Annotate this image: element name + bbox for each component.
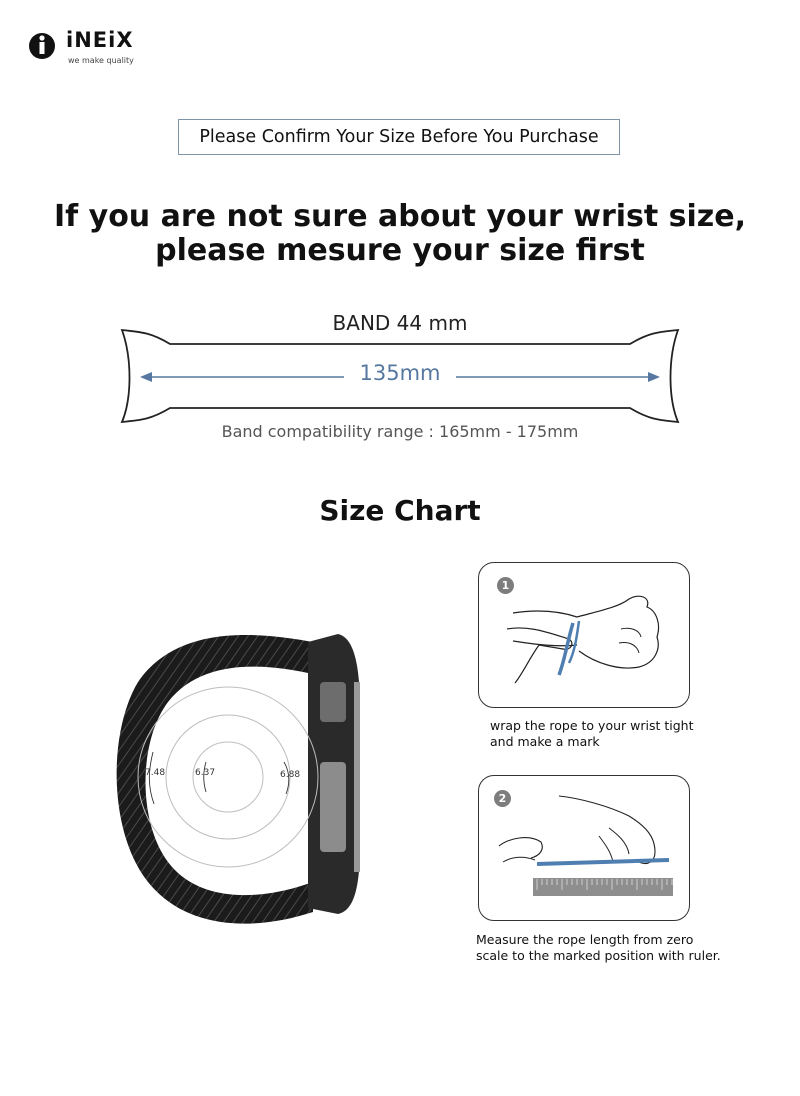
- band-length-value: 135mm: [359, 361, 441, 385]
- rope-stroke: [537, 860, 669, 864]
- step-1-caption-line-2: and make a mark: [490, 734, 600, 749]
- band-size-label: BAND 44 mm: [332, 311, 468, 335]
- arc-outer-marker: [149, 752, 154, 804]
- circle-label-middle: 6.88: [280, 770, 301, 780]
- step-1-badge: 1: [497, 577, 514, 594]
- circle-label-inner: 6.37: [195, 768, 216, 778]
- arrowhead-left-icon: [140, 372, 152, 382]
- arrowhead-right-icon: [648, 372, 660, 382]
- watch-side: [354, 682, 360, 872]
- step-1-caption-line-1: wrap the rope to your wrist tight: [490, 718, 694, 733]
- size-chart-title: Size Chart: [319, 494, 481, 527]
- headline-line-2: please mesure your size first: [155, 233, 645, 268]
- step-2-badge: 2: [494, 790, 511, 807]
- watch-window: [320, 762, 346, 852]
- headline-line-1: If you are not sure about your wrist size,: [53, 199, 747, 234]
- brand-wordmark: iNEiX: [66, 28, 134, 52]
- band-compatibility-range: Band compatibility range : 165mm - 175mm: [221, 422, 579, 441]
- brand-tagline: we make quality: [68, 56, 134, 65]
- confirm-size-text: Please Confirm Your Size Before You Purchase: [199, 127, 599, 147]
- step-2-caption-line-2: scale to the marked position with ruler.: [476, 948, 721, 963]
- step-2-caption: [476, 932, 756, 964]
- step-2-caption-line-1: Measure the rope length from zero: [476, 932, 694, 947]
- confirm-size-notice: [178, 119, 620, 155]
- circle-middle: [166, 715, 290, 839]
- step-1-caption: [490, 718, 720, 750]
- page-headline: [40, 200, 760, 268]
- watch-button-upper: [320, 682, 346, 722]
- circle-label-outer: 7.48: [145, 768, 166, 778]
